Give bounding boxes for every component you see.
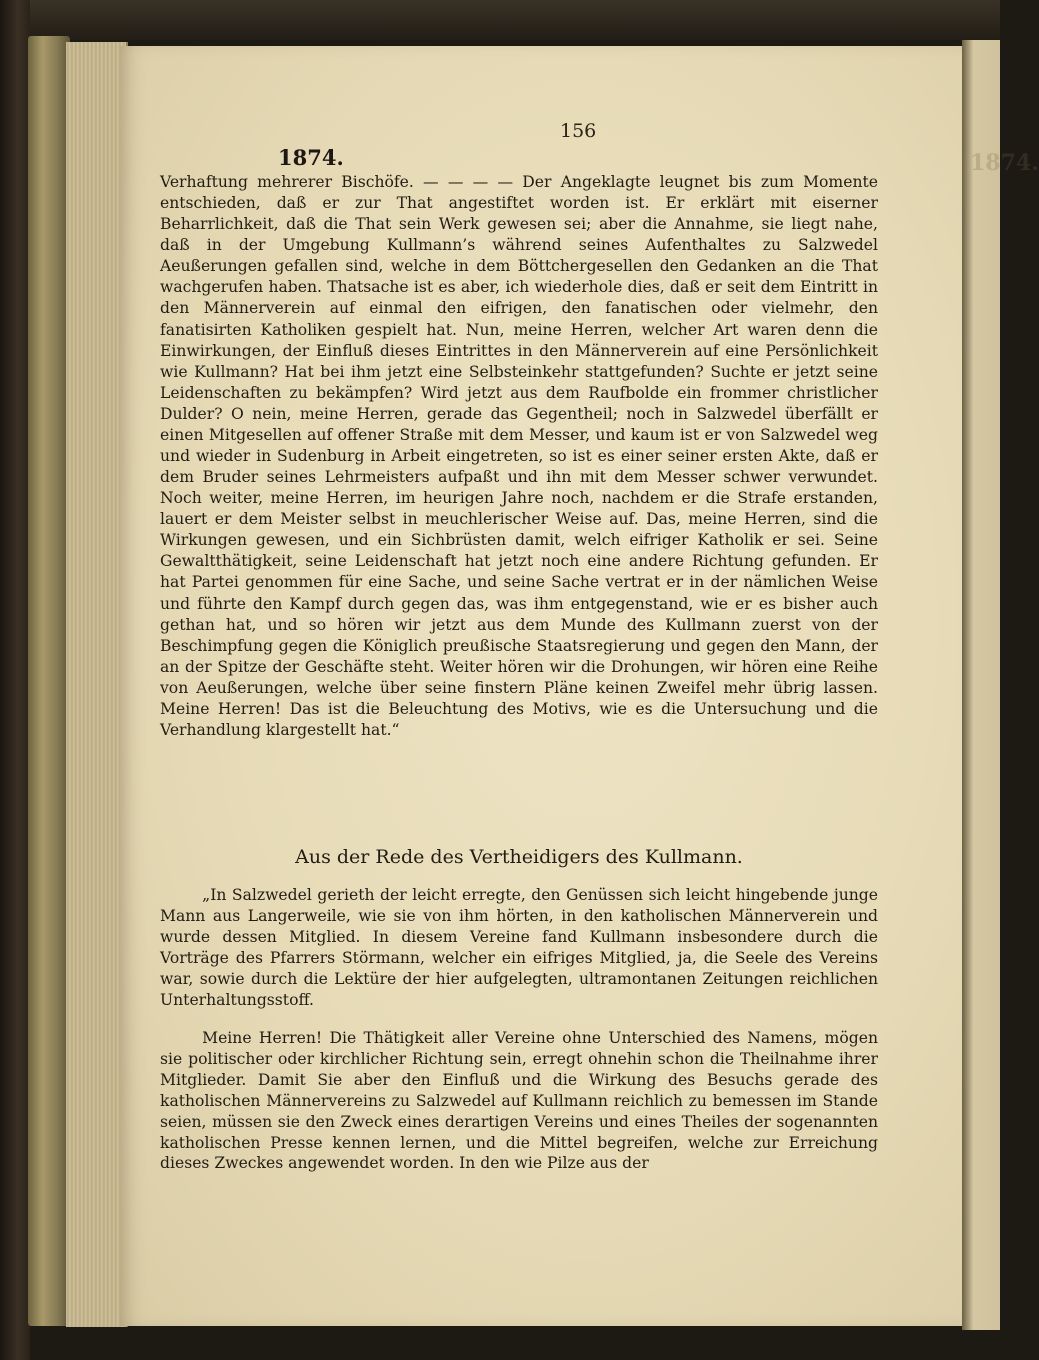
- body-paragraph-2: [160, 885, 878, 1010]
- paragraph-text: Verhaftung mehrerer Bischöfe. — — — — Der Angeklagte leugnet bis zum Momente entschieden, daß er zur That angestiftet worden ist. Er erklärt mit eiserner Beharrlichkeit, daß die That sein Werk gewesen sei; aber die Annahme, sie liegt nahe, daß in der Umgebung Kullmann’s während seines Aufenthaltes zu Salzwedel Aeußerungen gefallen sind, welche in dem Böttchergesellen den Gedanken an die That wachgerufen haben. Thatsache ist es aber, ich wiederhole dies, daß er seit dem Eintritt in den Männerverein auf einmal den eifrigen, den fanatischen oder vielmehr, den fanatisirten Katholiken gespielt hat. Nun, meine Herren, welcher Art waren denn die Einwirkungen, der Einfluß dieses Eintrittes in den Männerverein auf eine Persönlichkeit wie Kullmann? Hat bei ihm jetzt eine Selbsteinkehr stattgefunden? Suchte er jetzt seine Leidenschaften zu bekämpfen? Wird jetzt aus dem Raufbolde ein frommer christlicher Dulder? O nein, meine Herren, gerade das Gegentheil; noch in Salzwedel überfällt er einen Mitgesellen auf offener Straße mit dem Messer, und kaum ist er von Salzwedel weg und wieder in Sudenburg in Arbeit eingetreten, so ist es einer seiner ersten Akte, daß er dem Bruder seines Lehrmeisters aufpaßt und ihn mit dem Messer schwer verwundet. Noch weiter, meine Herren, im heurigen Jahre noch, nachdem er die Strafe erstanden, lauert er dem Meister selbst in meuchlerischer Weise auf. Das, meine Herren, sind die Wirkungen gewesen, und ein Sichbrüsten damit, welch eifriger Katholik er sei. Seine Gewaltthätigkeit, seine Leidenschaft hat jetzt noch eine andere Richtung gefunden. Er hat Partei genommen für eine Sache, und seine Sache vertrat er in der nämlichen Weise und führte den Kampf durch gegen das, was ihm entgegenstand, wie er es bisher auch gethan hat, und so hören wir jetzt aus dem Munde des Kullmann zuerst von der Beschimpfung gegen die Königlich preußische Staatsregierung und gegen den Mann, der an der Spitze der Geschäfte steht. Weiter hören wir die Drohungen, wir hören eine Reihe von Aeußerungen, welche über seine finstern Pläne keinen Zweifel mehr übrig lassen. Meine Herren! Das ist die Beleuchtung des Motivs, wie es die Untersuchung und die Verhandlung klargestellt hat.“: [160, 173, 878, 740]
- book-cover-top: [0, 0, 1000, 40]
- body-paragraph-1: [160, 172, 878, 741]
- book-spine-edge: [28, 36, 70, 1326]
- section-heading: Aus der Rede des Vertheidigers des Kullmann.: [295, 846, 743, 868]
- body-paragraph-3: [160, 1028, 878, 1174]
- page-stack-edge: [66, 42, 128, 1327]
- bleed-through-year: 1874.: [970, 150, 1039, 176]
- margin-year: 1874.: [278, 145, 344, 170]
- paragraph-text: Meine Herren! Die Thätigkeit aller Vereine ohne Unterschied des Namens, mögen sie politischer oder kirchlicher Richtung sein, erregt ohnehin schon die Theilnahme ihrer Mitglieder. Damit Sie aber den Einfluß und die Wirkung des Besuchs gerade des katholischen Männervereins zu Salzwedel auf Kullmann reichlich zu bemessen im Stande seien, müssen sie den Zweck eines derartigen Vereins und eines Theiles der sogenannten katholischen Presse kennen lernen, und die Mittel begreifen, welche zur Erreichung dieses Zweckes angewendet worden. In den wie Pilze aus der: [160, 1029, 878, 1173]
- page-number: 156: [560, 120, 597, 142]
- paragraph-text: „In Salzwedel gerieth der leicht erregte, den Genüssen sich leicht hingebende junge Mann aus Langerweile, wie sie von ihm hörten, in den katholischen Männerverein und wurde dessen Mitglied. In diesem Vereine fand Kullmann insbesondere durch die Vorträge des Pfarrers Störmann, welcher ein eifriges Mitglied, ja, die Seele des Vereins war, sowie durch die Lektüre der hier aufgelegten, ultramontanen Zeitungen reichlichen Unterhaltungsstoff.: [160, 886, 878, 1009]
- book-cover-left: [0, 0, 30, 1360]
- next-page-edge: [962, 40, 1039, 1330]
